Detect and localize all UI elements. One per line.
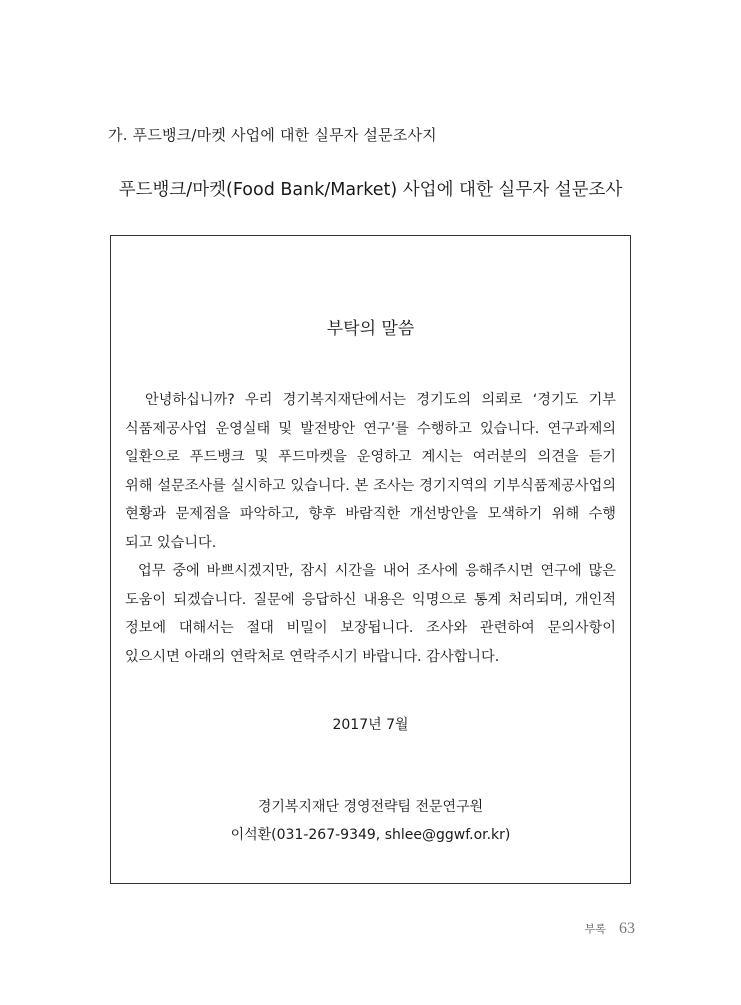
page-footer bbox=[585, 918, 635, 938]
letter-title: 부탁의 말씀 bbox=[326, 319, 415, 339]
footer-section-label: 부록 bbox=[584, 922, 606, 936]
page-number: 63 bbox=[619, 919, 635, 937]
paragraph-1-line: 되고 있습니다. bbox=[125, 534, 217, 551]
request-letter-box bbox=[110, 235, 631, 884]
paragraph-1-line: 식품제공사업 운영실태 및 발전방안 연구’를 수행하고 있습니다. 연구과제의 bbox=[125, 420, 616, 437]
section-heading: 가. 푸드뱅크/마켓 사업에 대한 실무자 설문조사지 bbox=[108, 126, 437, 144]
paragraph-1-line: 일환으로 푸드뱅크 및 푸드마켓을 운영하고 계시는 여러분의 의견을 듣기 bbox=[125, 449, 616, 465]
letter-body bbox=[125, 386, 616, 671]
organization-name: 경기복지재단 경영전략팀 전문연구원 bbox=[257, 799, 484, 815]
paragraph-2-line: 업무 중에 바쁘시겠지만, 잠시 시간을 내어 조사에 응해주시면 연구에 많은 bbox=[138, 563, 616, 579]
document-title: 푸드뱅크/마켓(Food Bank/Market) 사업에 대한 실무자 설문조사 bbox=[118, 180, 623, 200]
paragraph-2-line: 정보에 대해서는 절대 비밀이 보장됩니다. 조사와 관련하여 문의사항이 bbox=[125, 620, 616, 636]
paragraph-2-line: 있으시면 아래의 연락처로 연락주시기 바랍니다. 감사합니다. bbox=[125, 648, 500, 665]
paragraph-1-line: 안녕하십니까? 우리 경기복지재단에서는 경기도의 의뢰로 ‘경기도 기부 bbox=[145, 392, 616, 408]
letter-date: 2017년 7월 bbox=[332, 717, 409, 733]
paragraph-2-line: 도움이 되겠습니다. 질문에 응답하신 내용은 익명으로 통계 처리되며, 개인적 bbox=[125, 591, 616, 608]
contact-info: 이석환(031-267-9349, shlee@ggwf.or.kr) bbox=[230, 827, 511, 843]
paragraph-1-line: 현황과 문제점을 파악하고, 향후 바람직한 개선방안을 모색하기 위해 수행 bbox=[125, 506, 616, 522]
paragraph-1-line: 위해 설문조사를 실시하고 있습니다. 본 조사는 경기지역의 기부식품제공사업의 bbox=[125, 477, 616, 494]
